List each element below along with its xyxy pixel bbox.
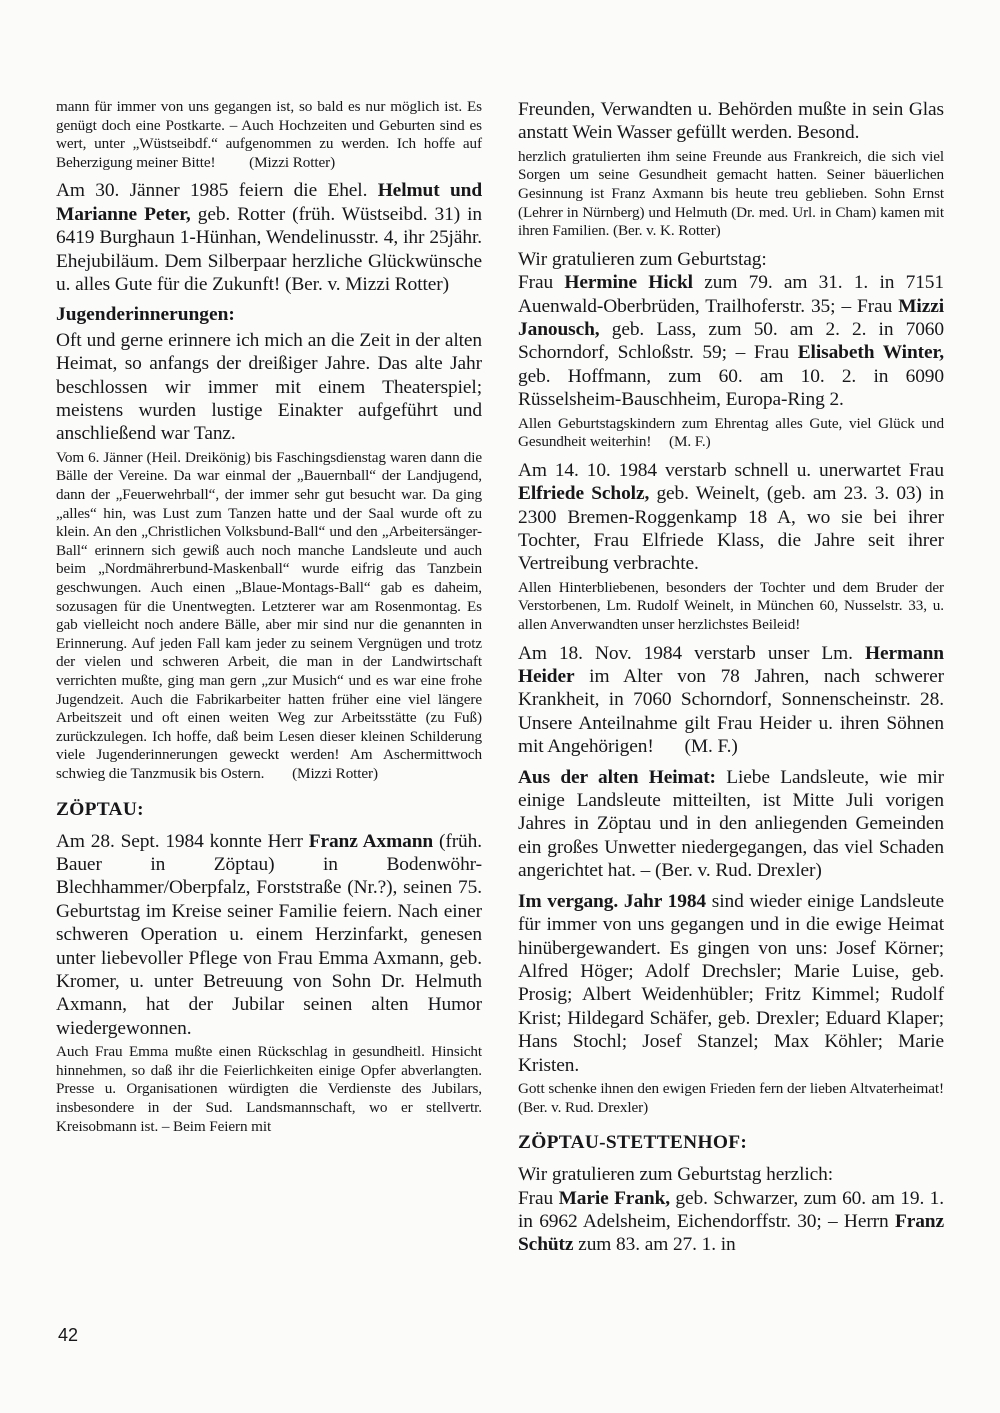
- news-from-homeland: [518, 766, 944, 883]
- birthday-notice-continued: Auch Frau Emma mußte einen Rückschlag in gesundheitl. Hinsicht hinnehmen, so daß ihr die Feierlichkeiten einige Opfer abverlangten. Presse u. Organisationen würdigten die Verdienste des Jubilars, insbesondere in der Sud. Landsmannschaft, wo er stellvertr. Kreisobmann ist. – Beim Feiern mit: [56, 1043, 482, 1135]
- axmann-details: herzlich gratulierten ihm seine Freunde aus Frankreich, die sich viel Sorgen um seine Gesundheit gemacht hatten. Seiner bäuerlichen Gesinnung ist Franz Axmann bis heute treu geblieben. Sohn Ernst (Lehrer in Nürnberg) und Helmuth (Dr. med. Url. in Cham) kamen mit ihren Familien. (Ber. v. K. Rotter): [518, 147, 944, 240]
- paragraph-text: mann für immer von uns gegangen ist, so bald es nur möglich ist. Es genügt doch eine Postkarte. – Auch Hochzeiten und Geburten sind es wert, unter „Wüstseibdf.“ aufgenommen zu werden. Ich hoffe auf Beherzigung meiner Bitte!: [56, 98, 482, 171]
- paragraph-continuation: [56, 98, 482, 172]
- paragraph-text: Allen Geburtstagskindern zum Ehrentag alles Gute, viel Glück und Gesundheit weiterhin!: [518, 414, 944, 451]
- rich-text: Wir gratulieren zum Geburtstag herzlich: Frau Marie Frank, geb. Schwarzer, zum 60. am 19. 1. in 6962 Adelsheim, Eichendorffstr. 30; – Herrn Franz Schütz zum 83. am 27. 1. in: [518, 1164, 944, 1256]
- attribution: (Mizzi Rotter): [249, 153, 336, 171]
- two-column-body: [56, 98, 944, 1257]
- anniversary-notice: [56, 179, 482, 296]
- closing-blessing: Gott schenke ihnen den ewigen Frieden fern der lieben Altvaterheimat! (Ber. v. Rud. Drexler): [518, 1079, 944, 1116]
- birthday-wishes-note: [518, 415, 944, 452]
- page-number: 42: [58, 1325, 79, 1345]
- rich-text: Am 30. Jänner 1985 feiern die Ehel. Helmut und Marianne Peter, geb. Rotter (früh. Wüstseibd. 31) in 6419 Burghaun 1-Hünhan, Wendelinusstr. 4, ihr 25jähr. Ehejubiläum. Dem Silberpaar herzliche Glückwünsche u. alles Gute für die Zukunft! (Ber. v. Mizzi Rotter): [56, 180, 482, 295]
- obituary-heider: [518, 642, 944, 759]
- paragraph-text: Vom 6. Jänner (Heil. Dreikönig) bis Faschingsdienstag waren dann die Bälle der Vereine. Da war einmal der „Bauernball“ der Landjugend, dann der „Feuerwehrball“, der immer sehr gut besucht war. Da ging „alles“ hin, was Lust zum Tanzen hatte und der Saal wurde oft zu klein. An den „Christlichen Volksbund-Ball“ und den „Arbeitersänger-Ball“ erinnern sich gewiß auch noch manche Landsleute und auch beim „Nordmährerbund-Maskenball“ wurde eifrig das Tanzbein geschwungen. Auch einen „Blaue-Montags-Ball“ gab es daheim, sozusagen für die Unentwegten. Letzterer war am Rosenmontag. Es gab vielleicht noch andere Bälle, aber mir sind nur die genannten in Erinnerung. Auf jeden Fall kam jeder zu seinem Vergnügen und trotz der vielen und schweren Arbeit, die man in der Landwirtschaft verrichten mußte, ging man gern „zur Musich“ und es war eine frohe Jugendzeit. Auch die Fabrikarbeiter hatten früher eine viel längere Arbeitszeit und oft einen weiten Weg zur Arbeitsstätte (zu Fuß) zurückzulegen. Ich hoffe, daß beim Lesen dieser kleinen Schilderung viele Jugenderinnerungen geweckt werden! Am Aschermittwoch schwieg die Tanzmusik bis Ostern.: [56, 448, 482, 782]
- section-heading-zoeptau-stettenhof: ZÖPTAU-STETTENHOF:: [518, 1132, 748, 1154]
- attribution: (M. F.): [669, 433, 711, 451]
- rich-text: Wir gratulieren zum Geburtstag: Frau Hermine Hickl zum 79. am 31. 1. in 7151 Auenwald-Oberbrüden, Trailhoferstr. 35; – Frau Mizzi Janousch, geb. Lass, zum 50. am 2. 2. in 7060 Schorndorf, Schloßstr. 59; – Frau Elisabeth Winter, geb. Hoffmann, zum 60. am 10. 2. in 6090 Rüsselsheim-Bauschheim, Europa-Ring 2.: [518, 248, 944, 411]
- birthday-congrats-stettenhof: [518, 1163, 944, 1257]
- rich-text: Aus der alten Heimat: Liebe Landsleute, wie mir einige Landsleute mitteilten, ist Mitte Juli vorigen Jahres in Zöptau und in den anliegenden Gemeinden ein großes Unwetter niedergegangen, das viel Schaden angerichtet hat. – (Ber. v. Rud. Drexler): [518, 766, 944, 882]
- attribution: (Mizzi Rotter): [292, 764, 378, 782]
- attribution: (M. F.): [684, 736, 738, 758]
- rich-text: Am 14. 10. 1984 verstarb schnell u. unerwartet Frau Elfriede Scholz, geb. Weinelt, (geb. am 23. 3. 03) in 2300 Bremen-Roggenkamp 18 A, wo sie bei ihrer Tochter, Frau Elfriede Klass, die Jahre seit ihrer Vertreibung verbrachte.: [518, 459, 944, 575]
- memoir-body: [56, 449, 482, 784]
- left-column: [56, 98, 482, 1136]
- rich-text: Im vergang. Jahr 1984 sind wieder einige Landsleute für immer von uns gegangen und in die ewige Heimat hinübergewandert. Es gingen von uns: Josef Körner; Alfred Höger; Adolf Drechsler; Marie Luise, geb. Prosig; Albert Weidenhübler; Fritz Kimmel; Rudolf Krist; Hildegard Schäfer, geb. Drexler; Eduard Klaper; Hans Stochl; Josef Stanzel; Max Köhler; Marie Kristen.: [518, 890, 945, 1076]
- obituary-scholz: [518, 459, 944, 576]
- birthday-congrats-list: [518, 248, 944, 412]
- section-heading-jugenderinnerungen: Jugenderinnerungen:: [56, 304, 235, 326]
- section-heading-zoeptau: ZÖPTAU:: [56, 798, 144, 820]
- rich-text: Am 28. Sept. 1984 konnte Herr Franz Axmann (früh. Bauer in Zöptau) in Bodenwöhr-Blechhammer/Oberpfalz, Forststraße (Nr.?), seinen 75. Geburtstag im Kreise seiner Familie feiern. Nach einer schweren Operation u. einem Herzinfarkt, genesen unter liebevoller Pflege von Frau Emma Axmann, geb. Kromer, u. unter Betreuung von Sohn Dr. Helmuth Axmann, hat der Jubilar seinen alten Humor wiedergewonnen.: [56, 830, 482, 1039]
- birthday-notice-axmann: [56, 830, 482, 1041]
- paragraph-continuation-right: Freunden, Verwandten u. Behörden mußte in sein Glas anstatt Wein Wasser gefüllt werden. Besond.: [518, 99, 944, 144]
- rich-text: Am 18. Nov. 1984 verstarb unser Lm. Hermann Heider im Alter von 78 Jahren, nach schwerer Krankheit, in 7060 Schorndorf, Sonnenscheinstr. 28. Unsere Anteilnahme gilt Frau Heider u. ihren Söhnen mit Angehörigen!: [518, 642, 944, 758]
- right-column: [518, 98, 944, 1257]
- memoir-intro: Oft und gerne erinnere ich mich an die Zeit in der alten Heimat, so anfangs der dreißiger Jahre. Das alte Jahr beschlossen wir immer mit einem Theaterspiel; meistens wurden lustige Einakter aufgeführt und anschließend war Tanz.: [56, 329, 482, 445]
- condolence-note-scholz: Allen Hinterbliebenen, besonders der Tochter und dem Bruder der Verstorbenen, Lm. Rudolf Weinelt, in München 60, Nusselstr. 33, u. allen Anverwandten unser herzlichstes Beileid!: [518, 578, 944, 634]
- deceased-list-1984: [518, 890, 944, 1077]
